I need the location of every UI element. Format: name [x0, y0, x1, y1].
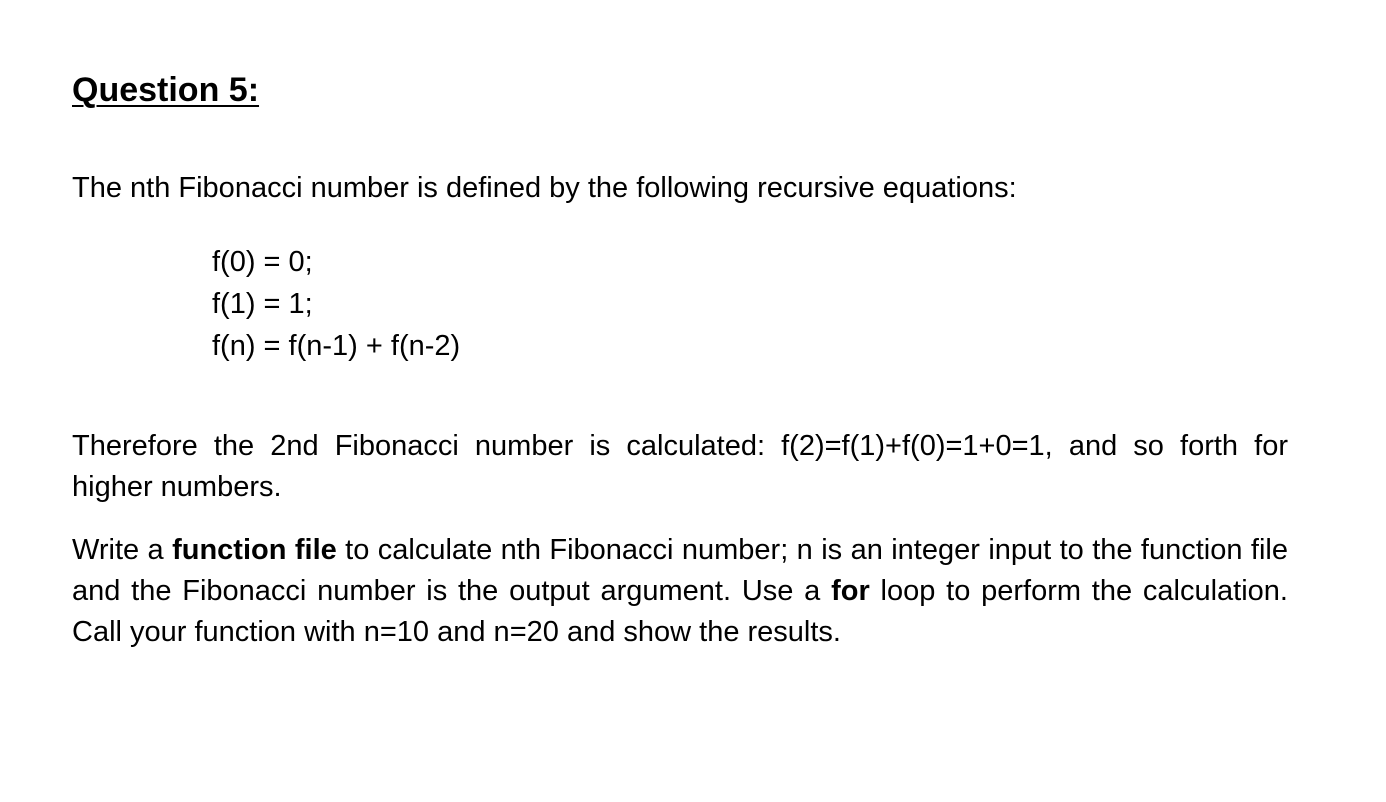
- intro-text: The nth Fibonacci number is defined by the following recursive equations:: [72, 172, 1017, 204]
- equation-recursive: f(n) = f(n-1) + f(n-2): [212, 330, 461, 362]
- equation-base-zero: f(0) = 0;: [212, 246, 313, 278]
- task-text-part1: Write a: [72, 534, 173, 566]
- task-text-part3: loop to perform the calculation. Call your function with n=10 and n=20 and show the results.: [72, 575, 1288, 648]
- therefore-paragraph: Therefore the 2nd Fibonacci number is calculated: f(2)=f(1)+f(0)=1+0=1, and so forth for higher numbers.: [72, 430, 1288, 503]
- task-paragraph: [72, 530, 1288, 653]
- recursive-equations: [212, 241, 460, 367]
- question-heading: Question 5:: [72, 71, 260, 109]
- task-bold-for: for: [831, 575, 870, 607]
- task-bold-function-file: function file: [172, 534, 337, 566]
- task-text-part2: to calculate nth Fibonacci number; n is an integer input to the function file and the Fibonacci number is the output argument. Use a: [72, 534, 1288, 607]
- equation-base-one: f(1) = 1;: [212, 288, 313, 320]
